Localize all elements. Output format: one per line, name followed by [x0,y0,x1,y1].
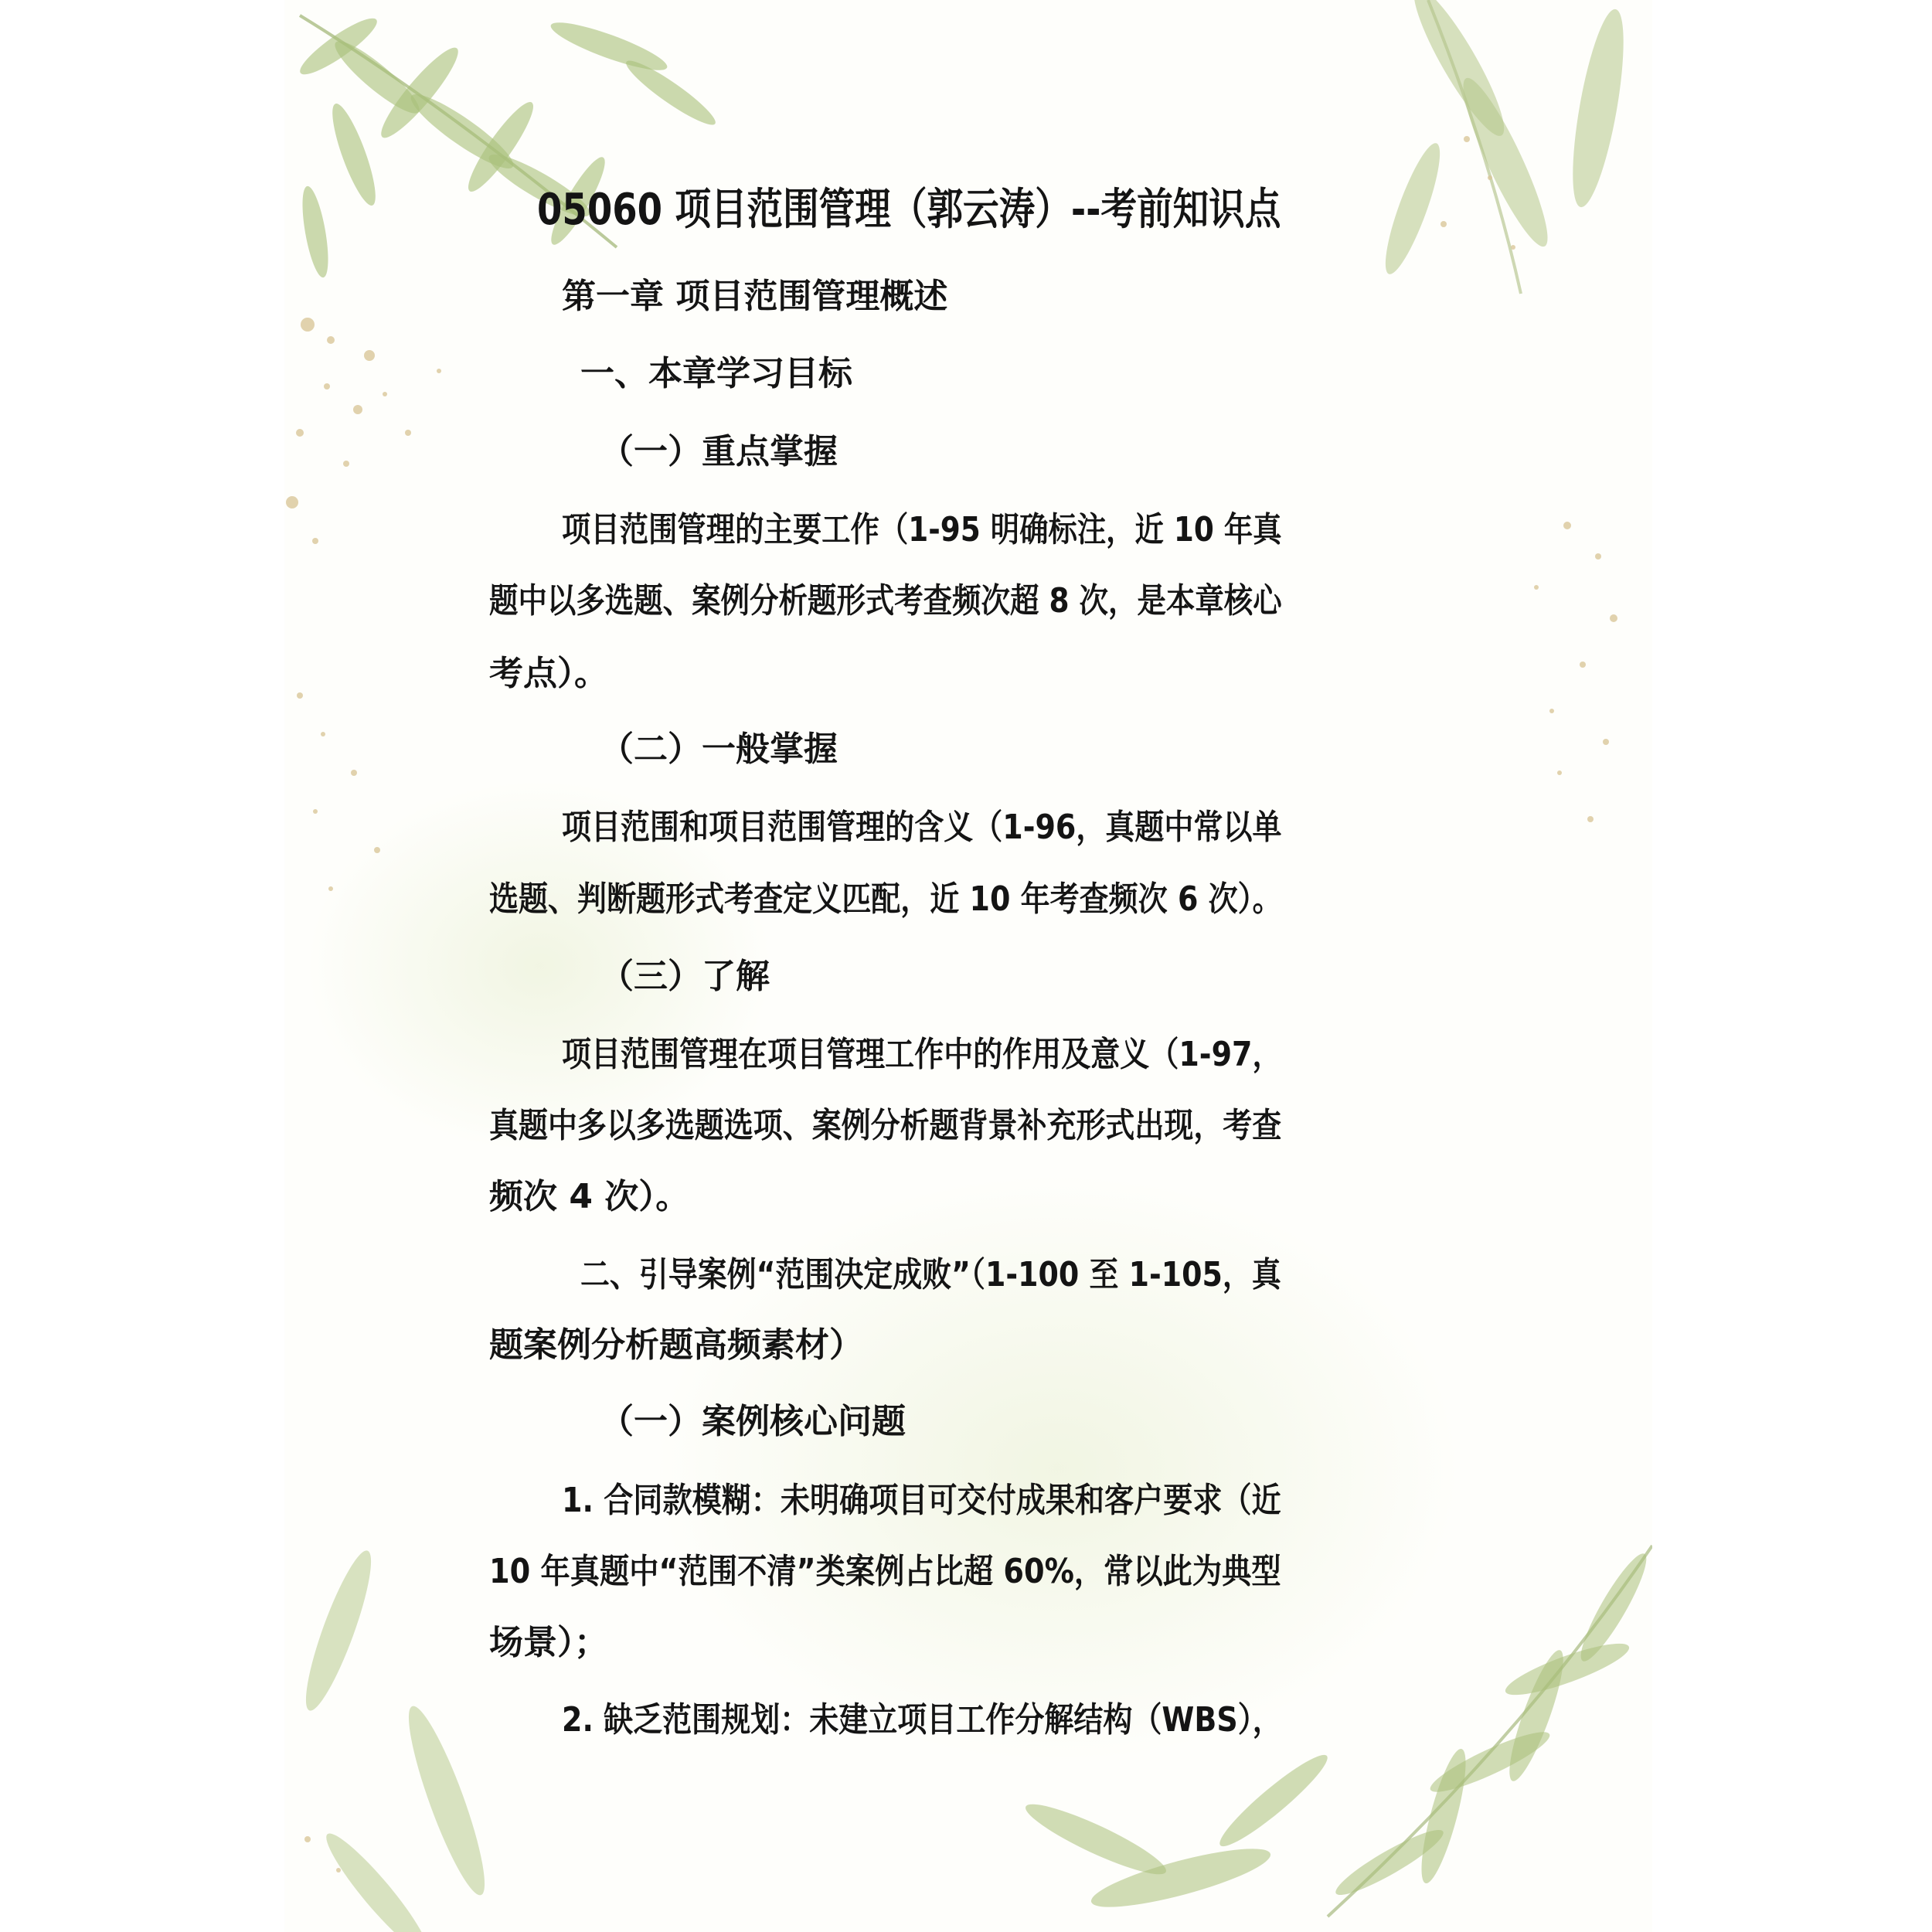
section-heading: 一、本章学习目标 [580,354,852,393]
leaf-branch-bottom-left [295,1546,498,1932]
document-page [284,0,1652,1932]
subsection-heading: （二）一般掌握 [600,730,838,769]
section-heading: 题案例分析题高频素材） [489,1325,863,1365]
section-heading: 二、引导案例“范围决定成败”（1-100 至 1-105，真 [580,1255,1281,1294]
leaf-branch-top-right [1376,0,1634,294]
list-item-line: 场景）； [489,1623,608,1662]
paragraph-line: 真题中多以多选题选项、案例分析题背景补充形式出现，考查 [489,1106,1282,1145]
paragraph-line: 考点）。 [489,654,608,693]
paragraph-line: 项目范围管理在项目管理工作中的作用及意义（1-97， [562,1035,1282,1074]
paragraph-line: 题中以多选题、案例分析题形式考查频次超 8 次，是本章核心 [489,581,1282,621]
list-item-line: 10 年真题中“范围不清”类案例占比超 60%，常以此为典型 [489,1552,1281,1591]
subsection-heading: （一）重点掌握 [600,432,838,471]
document-title: 05060 项目范围管理（郭云涛）--考前知识点 [537,185,1281,235]
subsection-heading: （一）案例核心问题 [600,1402,906,1441]
chapter-heading: 第一章 项目范围管理概述 [562,277,948,316]
subsection-heading: （三）了解 [600,957,770,996]
paragraph-line: 选题、判断题形式考查定义匹配，近 10 年考查频次 6 次）。 [489,879,1282,919]
list-item-line: 1. 合同款模糊：未明确项目可交付成果和客户要求（近 [562,1481,1281,1520]
list-item-line: 2. 缺乏范围规划：未建立项目工作分解结构（WBS）， [562,1700,1282,1740]
paragraph-line: 项目范围和项目范围管理的含义（1-96，真题中常以单 [562,808,1282,847]
paragraph-line: 项目范围管理的主要工作（1-95 明确标注，近 10 年真 [562,510,1282,549]
leaf-branch-top-left [294,11,721,279]
paragraph-line: 频次 4 次）。 [489,1177,690,1216]
